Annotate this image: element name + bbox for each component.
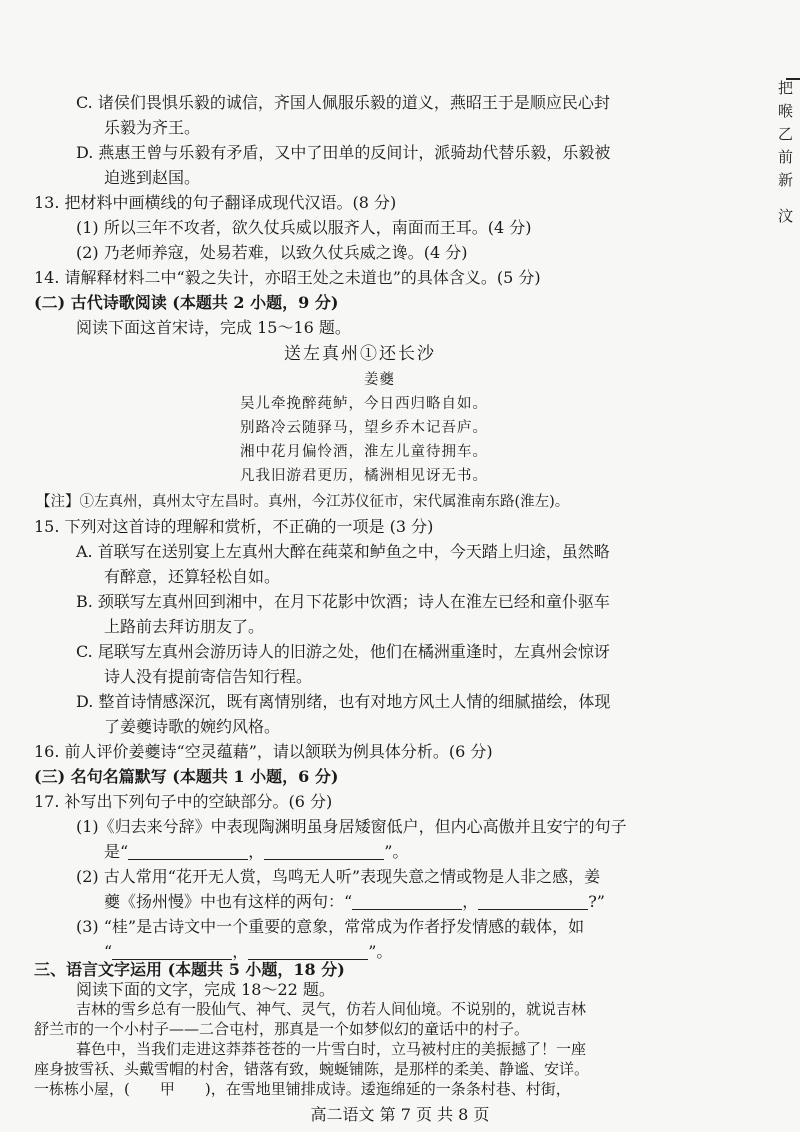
section-language-heading: 三、语言文字运用 (本题共 5 小题，18 分) xyxy=(34,960,345,979)
blank-6[interactable] xyxy=(248,943,368,960)
section-poetry-heading: (二) 古代诗歌阅读 (本题共 2 小题，9 分) xyxy=(34,293,339,312)
poem-line-2: 别路冷云随驿马，望乡乔木记吾庐。 xyxy=(240,420,488,436)
option-d-line2: 迫逃到赵国。 xyxy=(104,168,201,187)
language-instruction: 阅读下面的文字，完成 18～22 题。 xyxy=(76,980,335,999)
q15-option-b-line2: 上路前去拜访朋友了。 xyxy=(104,617,265,636)
quote-open: “ xyxy=(104,942,113,961)
margin-handwriting: 把喉乙前新 汶 xyxy=(776,80,794,231)
comma: ， xyxy=(232,942,249,961)
passage-line-4: 座身披雪袄、头戴雪帽的村舍，错落有致，蜿蜒铺陈，是那样的柔美、静谧、安详。 xyxy=(34,1060,590,1078)
quote-close: ”。 xyxy=(384,842,409,861)
page-footer: 高二语文 第 7 页 共 8 页 xyxy=(310,1105,490,1124)
q17-item-2-blanks xyxy=(104,891,605,913)
comma: ， xyxy=(248,842,265,861)
blank-1[interactable] xyxy=(128,843,248,860)
question-13: 13. 把材料中画横线的句子翻译成现代汉语。(8 分) xyxy=(34,193,397,212)
blank-3[interactable] xyxy=(352,893,462,910)
section-recitation-heading: (三) 名句名篇默写 (本题共 1 小题，6 分) xyxy=(34,767,339,786)
poem-line-1: 吴儿牵挽醉莼鲈，今日西归略自如。 xyxy=(240,396,488,412)
blank-4[interactable] xyxy=(478,893,588,910)
poem-author: 姜夔 xyxy=(364,372,395,388)
question-15: 15. 下列对这首诗的理解和赏析，不正确的一项是 (3 分) xyxy=(34,517,434,536)
quote-close: ?” xyxy=(588,892,605,911)
q17-item-1-blanks xyxy=(104,841,408,863)
q15-option-c-line1: C. 尾联写左真州会游历诗人的旧游之处，他们在橘洲重逢时，左真州会惊讶 xyxy=(76,642,610,661)
q17-item-3: (3) “桂”是古诗文中一个重要的意象，常常成为作者抒发情感的载体，如 xyxy=(76,917,585,936)
q15-option-a-line2: 有醉意，还算轻松自如。 xyxy=(104,567,281,586)
q15-option-d-line1: D. 整首诗情感深沉，既有离情别绪，也有对地方风土人情的细腻描绘，体现 xyxy=(76,692,611,711)
quote-open: 是“ xyxy=(104,842,129,861)
blank-2[interactable] xyxy=(264,843,384,860)
q15-option-d-line2: 了姜夔诗歌的婉约风格。 xyxy=(104,717,281,736)
q15-option-b-line1: B. 颈联写左真州回到湘中，在月下花影中饮酒；诗人在淮左已经和童仆驱车 xyxy=(76,592,610,611)
passage-line-3: 暮色中，当我们走进这莽莽苍苍的一片雪白时，立马被村庄的美振撼了！一座 xyxy=(76,1040,587,1058)
question-17: 17. 补写出下列句子中的空缺部分。(6 分) xyxy=(34,792,333,811)
question-13-2: (2) 乃老师养寇，处易若难，以致久仗兵威之谗。(4 分) xyxy=(76,243,468,262)
q15-option-a-line1: A. 首联写在送别宴上左真州大醉在莼菜和鲈鱼之中，今天踏上归途，虽然略 xyxy=(76,542,610,561)
passage-line-1: 吉林的雪乡总有一股仙气、神气、灵气，仿若人间仙境。不说别的，就说吉林 xyxy=(76,1000,587,1018)
passage-line-2: 舒兰市的一个小村子——二合屯村，那真是一个如梦似幻的童话中的村子。 xyxy=(34,1020,530,1038)
question-14: 14. 请解释材料二中“毅之失计，亦昭王处之未道也”的具体含义。(5 分) xyxy=(34,268,541,287)
passage-line-5: 一栋栋小屋，( 甲 )，在雪地里铺排成诗。逶迤绵延的一条条村巷、村街， xyxy=(34,1080,571,1098)
option-d-line1: D. 燕惠王曾与乐毅有矛盾，又中了田单的反间计，派骑劫代替乐毅，乐毅被 xyxy=(76,143,611,162)
quote-close: ”。 xyxy=(368,942,393,961)
blank-5[interactable] xyxy=(112,943,232,960)
poem-line-4: 凡我旧游君更历，橘洲相见讶无书。 xyxy=(240,468,488,484)
poem-line-3: 湘中花月偏怜酒，淮左儿童待拥车。 xyxy=(240,444,488,460)
q15-option-c-line2: 诗人没有提前寄信告知行程。 xyxy=(104,667,313,686)
option-c-line1: C. 诸侯们畏惧乐毅的诚信，齐国人佩服乐毅的道义，燕昭王于是顺应民心封 xyxy=(76,93,610,112)
option-c-line2: 乐毅为齐王。 xyxy=(104,118,201,137)
poem-title: 送左真州①还长沙 xyxy=(284,344,436,364)
comma: ， xyxy=(462,892,479,911)
poem-note: 【注】①左真州，真州太守左昌时。真州，今江苏仪征市，宋代属淮南东路(淮左)。 xyxy=(36,494,570,510)
q17-item-2: (2) 古人常用“花开无人赏，鸟鸣无人听”表现失意之情或物是人非之感，姜 xyxy=(76,867,601,886)
item-2-lead: 夔《扬州慢》中也有这样的两句：“ xyxy=(104,892,353,911)
question-13-1: (1) 所以三年不攻者，欲久仗兵威以服齐人，南面而王耳。(4 分) xyxy=(76,218,532,237)
poetry-instruction: 阅读下面这首宋诗，完成 15～16 题。 xyxy=(76,318,351,337)
question-16: 16. 前人评价姜夔诗“空灵蕴藉”，请以颔联为例具体分析。(6 分) xyxy=(34,742,493,761)
q17-item-1: (1)《归去来兮辞》中表现陶渊明虽身居矮窗低户，但内心高傲并且安宁的句子 xyxy=(76,817,627,836)
